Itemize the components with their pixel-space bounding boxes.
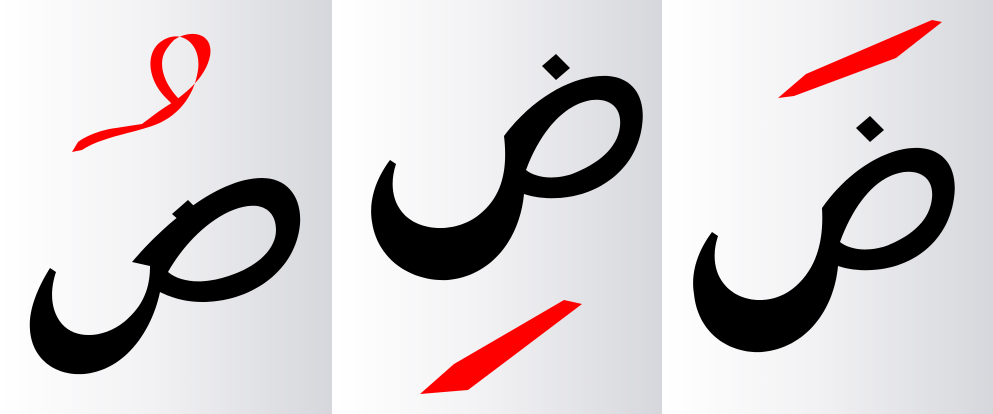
dad-letter — [30, 178, 300, 374]
damma-mark — [72, 34, 210, 152]
dad-kasra-graphic — [336, 0, 662, 414]
dad-letter — [693, 116, 955, 352]
fatha-mark — [778, 20, 942, 98]
dad-letter — [371, 54, 643, 280]
panel-dad-damma — [0, 0, 332, 414]
dad-damma-graphic — [0, 0, 332, 414]
kasra-mark — [420, 300, 582, 394]
panel-dad-kasra — [336, 0, 662, 414]
dad-fatha-graphic — [666, 0, 993, 414]
panel-dad-fatha — [666, 0, 993, 414]
